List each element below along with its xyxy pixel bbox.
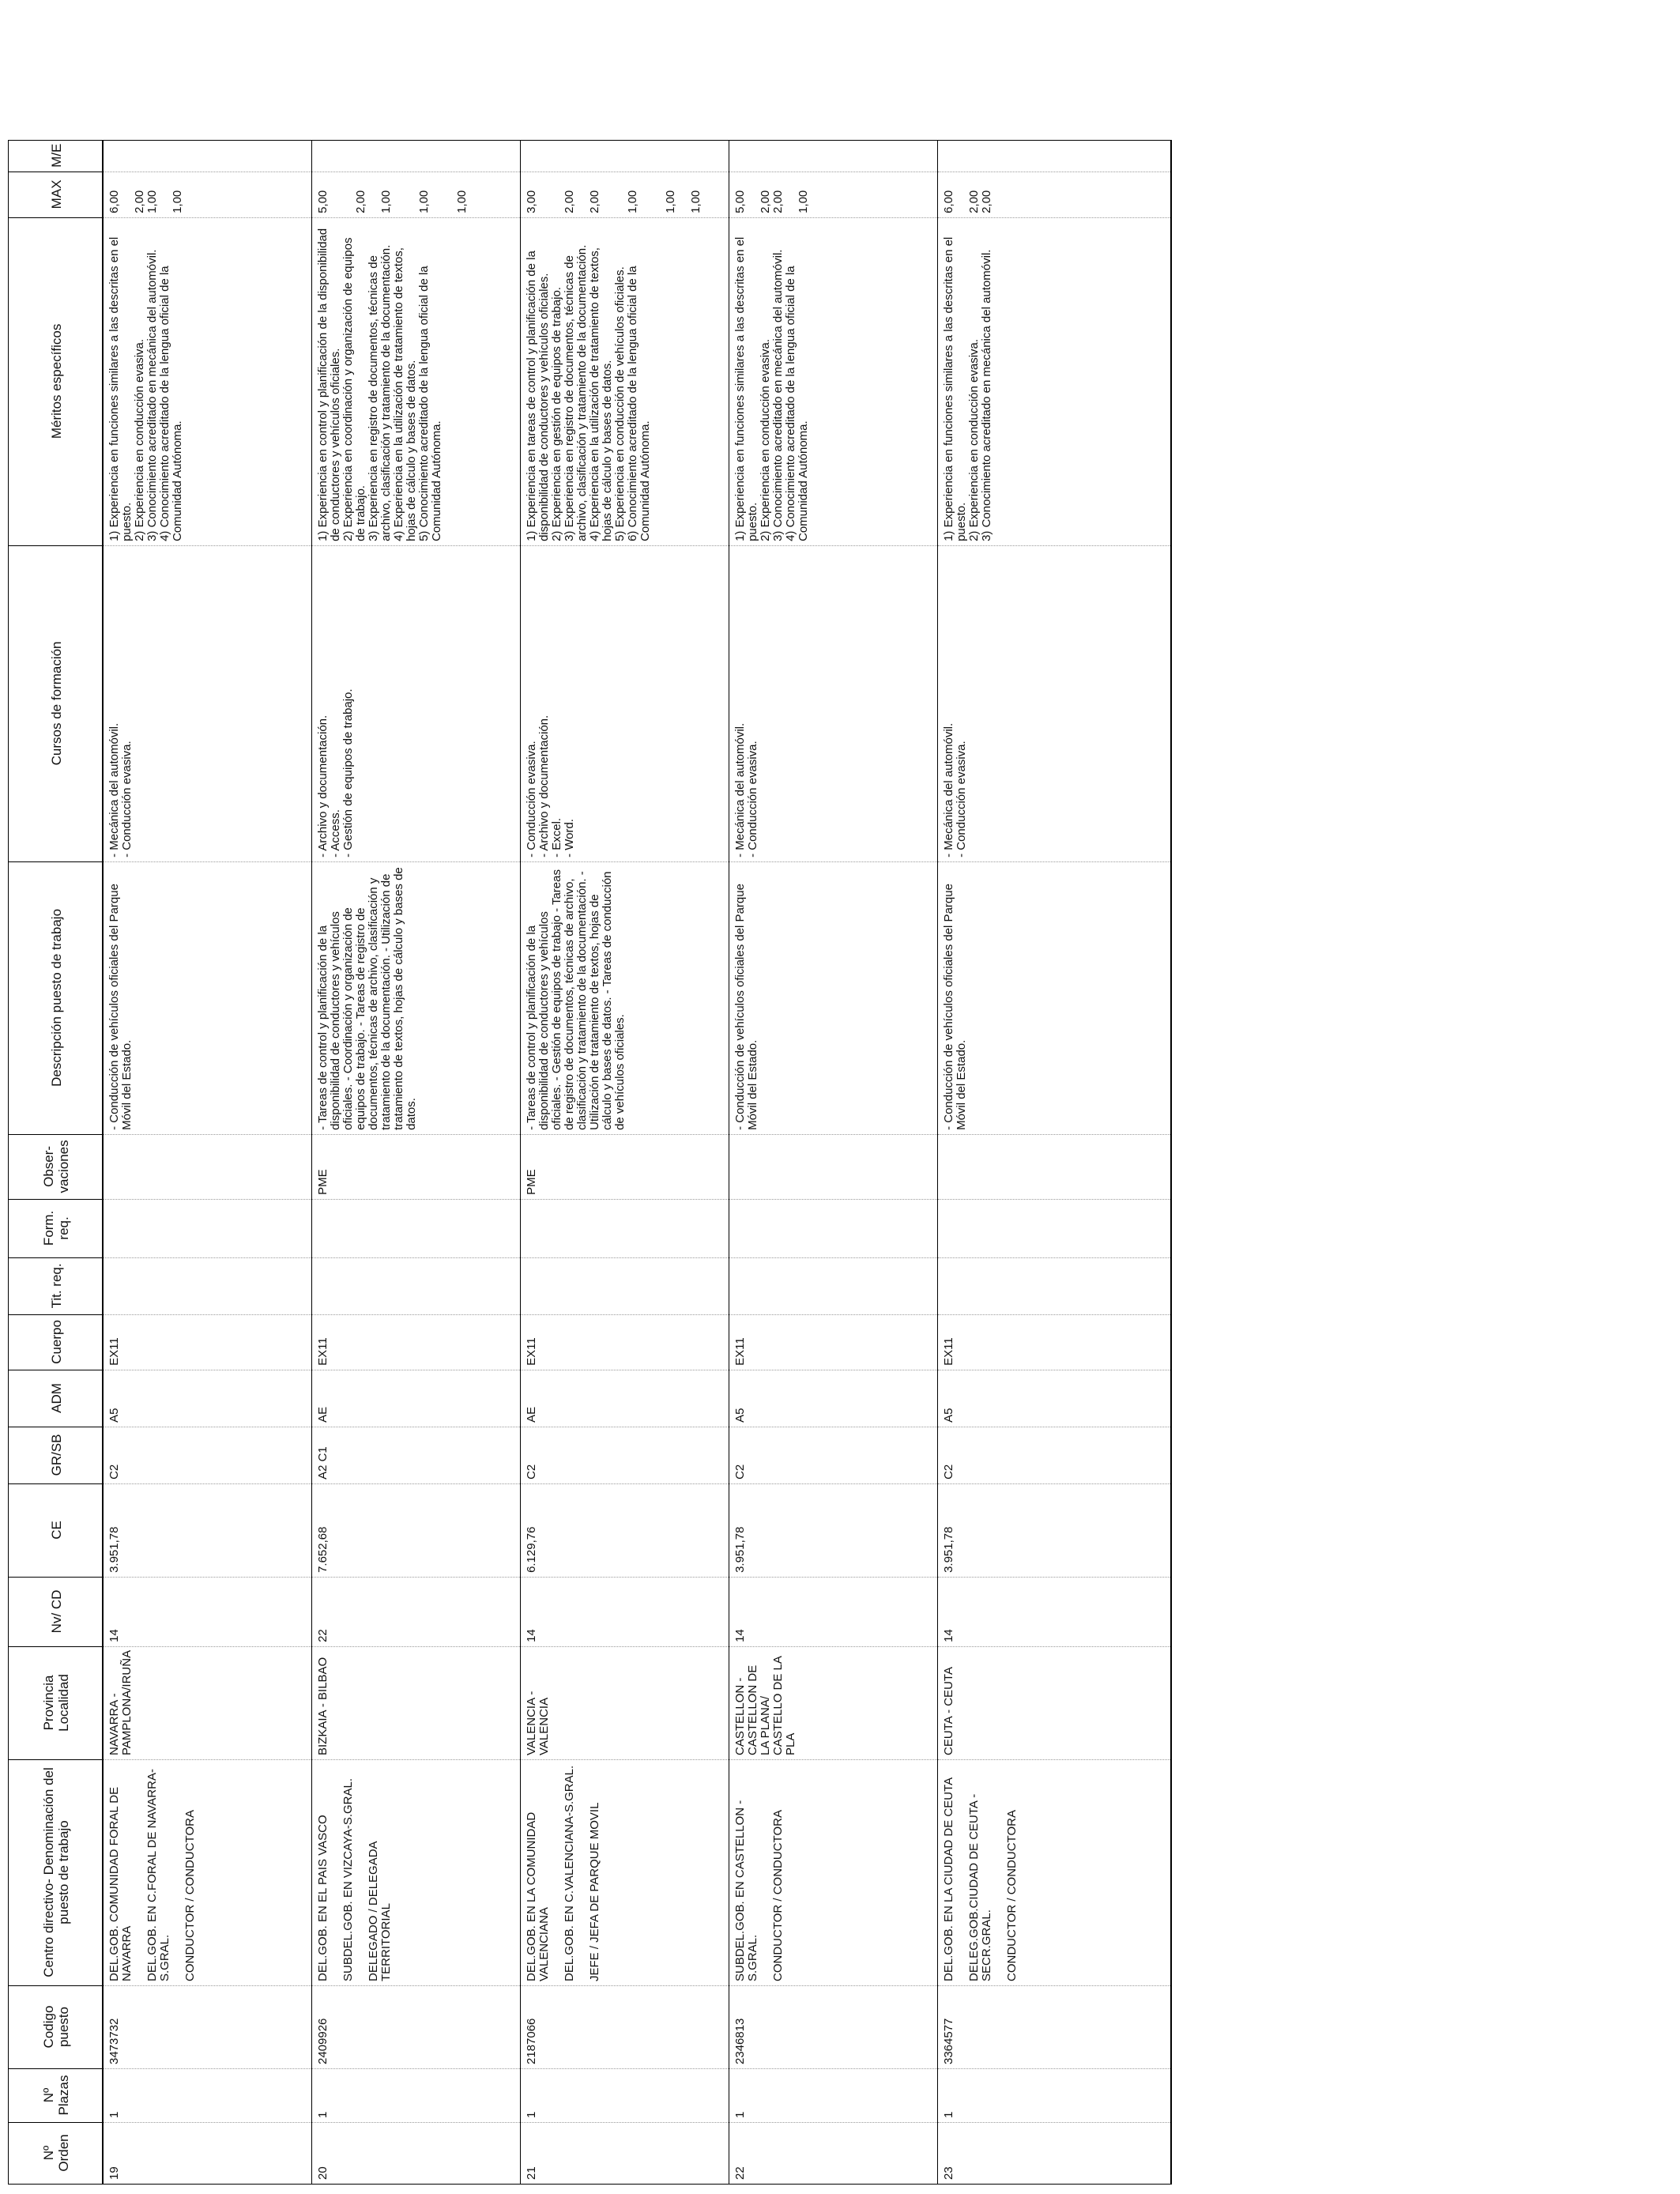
merito-item: 2) Experiencia en coordinación y organización de equipos de trabajo. [341, 237, 367, 541]
cell-grsb: A2 C1 [311, 1427, 520, 1483]
cell-tit [311, 1257, 520, 1314]
centro-line: DELEG.GOB.CIUDAD DE CEUTA - SECR.GRAL. [966, 1793, 993, 1981]
cell-adm: AE [520, 1370, 729, 1427]
merito-item: 3) Experiencia en registro de documentos, técnicas de archivo, clasificación y tratamiento de la documentación. [562, 244, 589, 541]
merito-item: 2) Experiencia en conducción evasiva. [133, 338, 146, 541]
merito-item: 1) Experiencia en tareas de control y planificación de la disponibilidad de conductores y vehículos oficiales. [524, 251, 551, 541]
cell-centro [520, 1760, 729, 1986]
centro-line: DEL.GOB. EN LA CIUDAD DE CEUTA [941, 1777, 955, 1981]
cell-ce: 6.129,76 [520, 1483, 729, 1577]
merito-item: 5) Experiencia en conducción de vehículos oficiales. [612, 266, 627, 541]
merito-item: 1) Experiencia en funciones similares a las descritas en el puesto. [107, 236, 134, 541]
cell-form [520, 1199, 729, 1257]
cell-codigo: 2409926 [311, 1986, 520, 2069]
max-value: 1,00 [796, 190, 810, 213]
centro-line: CONDUCTOR / CONDUCTORA [1004, 1810, 1019, 1981]
max-value: 1,00 [454, 190, 469, 213]
centro-line: SUBDEL.GOB. EN VIZCAYA-S.GRAL. [341, 1777, 355, 1981]
header-centro: Centro directivo- Denominación del puesto de trabajo [9, 1760, 104, 1986]
cell-me [103, 140, 311, 172]
cell-tit [103, 1257, 311, 1314]
cell-descripcion: - Tareas de control y planificación de la disponibilidad de conductores y vehículos oficiales. - Gestión de equipos de trabajo - Tareas de registro de documentos, técnicas de archivo, clasificación y tratamiento de la documentación. - Utilización de tratamiento de textos, hojas de cálculo y bases de datos. - Tareas de conducción de vehículos oficiales. [520, 861, 729, 1134]
cell-me [520, 140, 729, 172]
centro-line: DEL.GOB. EN LA COMUNIDAD VALENCIANA [524, 1811, 551, 1981]
cell-codigo: 2346813 [729, 1986, 937, 2069]
max-value: 1,00 [625, 190, 639, 213]
curso-item: - Conducción evasiva. [120, 741, 134, 858]
cell-grsb: C2 [103, 1427, 311, 1483]
cell-provincia: CEUTA - CEUTA [937, 1646, 1171, 1759]
cell-orden: 19 [103, 2123, 311, 2185]
cell-form [311, 1199, 520, 1257]
cell-obs [103, 1134, 311, 1199]
max-value: 6,00 [941, 190, 955, 213]
cell-nivel: 14 [937, 1577, 1171, 1646]
max-value: 1,00 [145, 190, 159, 213]
cell-me [729, 140, 937, 172]
cell-form [937, 1199, 1171, 1257]
merito-item: 4) Conocimiento acreditado de la lengua oficial de la Comunidad Autónoma. [783, 266, 810, 541]
cell-plazas: 1 [937, 2069, 1171, 2123]
cell-cuerpo: EX11 [520, 1314, 729, 1370]
cell-plazas: 1 [103, 2069, 311, 2123]
merito-item: 4) Conocimiento acreditado de la lengua oficial de la Comunidad Autónoma. [158, 266, 184, 541]
max-value: 2,00 [133, 190, 146, 213]
cell-obs [937, 1134, 1171, 1199]
cell-orden: 23 [937, 2123, 1171, 2185]
cell-form [103, 1199, 311, 1257]
centro-line: CONDUCTOR / CONDUCTORA [770, 1810, 785, 1981]
cell-provincia: NAVARRA - PAMPLONA/IRUÑA [103, 1646, 311, 1759]
header-adm: ADM [9, 1370, 104, 1427]
cell-meritos [729, 217, 937, 545]
cell-cursos [729, 545, 937, 861]
cell-nivel: 14 [729, 1577, 937, 1646]
cell-adm: A5 [937, 1370, 1171, 1427]
curso-item: - Conducción evasiva. [524, 741, 538, 858]
merito-item: 1) Experiencia en funciones similares a las descritas en el puesto. [733, 236, 759, 541]
max-value: 1,00 [416, 190, 431, 213]
cell-cursos [311, 545, 520, 861]
curso-item: - Excel. [549, 817, 563, 858]
cell-cuerpo: EX11 [103, 1314, 311, 1370]
cell-meritos [937, 217, 1171, 545]
merito-item: 3) Conocimiento acreditado en mecánica del automóvil. [770, 249, 785, 541]
cell-max [729, 172, 937, 217]
header-orden: Nº Orden [9, 2123, 104, 2185]
centro-line: CONDUCTOR / CONDUCTORA [183, 1810, 197, 1981]
cell-descripcion: - Tareas de control y planificación de la disponibilidad de conductores y vehículos oficiales. - Coordinación y organización de equipos de trabajo. - Tareas de registro de documentos, técnicas de archivo, clasificación y tratamiento de la documentación. - Utilización de tratamiento de textos, hojas de cálculo y bases de datos. [311, 861, 520, 1134]
header-descripcion: Descripción puesto de trabajo [9, 861, 104, 1134]
cell-plazas: 1 [520, 2069, 729, 2123]
max-value: 3,00 [524, 190, 538, 213]
merito-item: 2) Experiencia en conducción evasiva. [966, 338, 981, 541]
max-value: 1,00 [663, 190, 677, 213]
cell-obs [729, 1134, 937, 1199]
header-cursos: Cursos de formación [9, 545, 104, 861]
merito-item: 3) Conocimiento acreditado en mecánica del automóvil. [979, 249, 993, 541]
merito-item: 4) Experiencia en la utilización de tratamiento de textos, hojas de cálculo y bases de datos. [391, 247, 418, 541]
cell-provincia: CASTELLON - CASTELLON DE LA PLANA/ CASTELLO DE LA PLA [729, 1646, 937, 1759]
cell-obs: PME [520, 1134, 729, 1199]
header-nivel: Nv/ CD [9, 1577, 104, 1646]
max-value: 2,00 [966, 190, 981, 213]
cell-meritos [520, 217, 729, 545]
cell-codigo: 3364577 [937, 1986, 1171, 2069]
table-row [311, 140, 520, 2184]
curso-item: - Conducción evasiva. [745, 741, 759, 858]
max-value: 1,00 [171, 190, 184, 213]
cell-descripcion: - Conducción de vehículos oficiales del Parque Móvil del Estado. [937, 861, 1171, 1134]
cell-meritos [103, 217, 311, 545]
max-value: 2,00 [758, 190, 772, 213]
merito-item: 2) Experiencia en gestión de equipos de trabajo. [549, 287, 563, 541]
cell-codigo: 2187066 [520, 1986, 729, 2069]
cell-centro [729, 1760, 937, 1986]
header-form: Form. req. [9, 1199, 104, 1257]
max-value: 2,00 [562, 190, 576, 213]
header-max: MAX [9, 172, 104, 217]
centro-line: SUBDEL.GOB. EN CASTELLON - S.GRAL. [733, 1800, 759, 1981]
header-me: M/E [9, 140, 104, 172]
cell-nivel: 14 [520, 1577, 729, 1646]
centro-line: DEL.GOB. EN C.FORAL DE NAVARRA-S.GRAL. [145, 1769, 171, 1981]
curso-item: - Gestión de equipos de trabajo. [341, 688, 355, 858]
cell-cuerpo: EX11 [937, 1314, 1171, 1370]
cell-nivel: 22 [311, 1577, 520, 1646]
header-ce: CE [9, 1483, 104, 1577]
cell-max [311, 172, 520, 217]
table-row [103, 140, 311, 2184]
cell-tit [937, 1257, 1171, 1314]
cell-plazas: 1 [311, 2069, 520, 2123]
merito-item: 6) Conocimiento acreditado de la lengua oficial de la Comunidad Autónoma. [625, 266, 652, 541]
max-value: 2,00 [353, 190, 367, 213]
cell-orden: 21 [520, 2123, 729, 2185]
cell-centro [103, 1760, 311, 1986]
header-row [9, 140, 104, 2184]
cell-cuerpo: EX11 [311, 1314, 520, 1370]
cell-orden: 20 [311, 2123, 520, 2185]
header-obs: Obser- vaciones [9, 1134, 104, 1199]
cell-grsb: C2 [729, 1427, 937, 1483]
cell-tit [729, 1257, 937, 1314]
max-value: 2,00 [770, 190, 785, 213]
cell-max [937, 172, 1171, 217]
header-plazas: Nº Plazas [9, 2069, 104, 2123]
merito-item: 1) Experiencia en control y planificación de la disponibilidad de conductores y vehículos oficiales. [315, 228, 342, 541]
curso-item: - Word. [562, 819, 576, 858]
max-value: 1,00 [379, 190, 393, 213]
cell-codigo: 3473732 [103, 1986, 311, 2069]
table-row [520, 140, 729, 2184]
max-value: 5,00 [315, 190, 330, 213]
curso-item: - Archivo y documentación. [537, 714, 551, 858]
cell-ce: 3.951,78 [729, 1483, 937, 1577]
curso-item: - Access. [328, 809, 342, 858]
merito-item: 5) Conocimiento acreditado de la lengua oficial de la Comunidad Autónoma. [416, 266, 443, 541]
centro-line: DEL.GOB. EN EL PAIS VASCO [315, 1815, 330, 1981]
merito-item: 2) Experiencia en conducción evasiva. [758, 338, 772, 541]
cell-nivel: 14 [103, 1577, 311, 1646]
cell-provincia: VALENCIA - VALENCIA [520, 1646, 729, 1759]
cell-meritos [311, 217, 520, 545]
cell-cursos [103, 545, 311, 861]
max-value: 2,00 [979, 190, 993, 213]
merito-item: 3) Experiencia en registro de documentos, técnicas de archivo, clasificación y tratamiento de la documentación. [366, 244, 393, 541]
cell-cursos [520, 545, 729, 861]
merito-item: 4) Experiencia en la utilización de tratamiento de textos, hojas de cálculo y bases de datos. [587, 247, 614, 541]
curso-item: - Mecánica del automóvil. [733, 722, 747, 858]
cell-me [311, 140, 520, 172]
merito-item: 3) Conocimiento acreditado en mecánica del automóvil. [145, 249, 159, 541]
centro-line: DEL.GOB. COMUNIDAD FORAL DE NAVARRA [107, 1786, 134, 1981]
centro-line: DEL.GOB. EN C.VALENCIANA-S.GRAL. [562, 1765, 576, 1981]
curso-item: - Conducción evasiva. [954, 741, 968, 858]
header-codigo: Codigo puesto [9, 1986, 104, 2069]
header-provincia: Provincia Localidad [9, 1646, 104, 1759]
curso-item: - Mecánica del automóvil. [941, 722, 955, 858]
cell-tit [520, 1257, 729, 1314]
cell-provincia: BIZKAIA - BILBAO [311, 1646, 520, 1759]
cell-ce: 7.652,68 [311, 1483, 520, 1577]
table-row [937, 140, 1171, 2184]
cell-grsb: C2 [937, 1427, 1171, 1483]
centro-line: JEFE / JEFA DE PARQUE MOVIL [587, 1802, 601, 1981]
header-tit: Tit. req. [9, 1257, 104, 1314]
cell-me [937, 140, 1171, 172]
max-value: 6,00 [107, 190, 121, 213]
header-meritos: Méritos específicos [9, 217, 104, 545]
cell-adm: AE [311, 1370, 520, 1427]
cell-adm: A5 [729, 1370, 937, 1427]
cell-max [103, 172, 311, 217]
cell-cursos [937, 545, 1171, 861]
cell-obs: PME [311, 1134, 520, 1199]
cell-descripcion: - Conducción de vehículos oficiales del Parque Móvil del Estado. [103, 861, 311, 1134]
table-row [729, 140, 937, 2184]
cell-descripcion: - Conducción de vehículos oficiales del Parque Móvil del Estado. [729, 861, 937, 1134]
cell-max [520, 172, 729, 217]
cell-ce: 3.951,78 [103, 1483, 311, 1577]
cell-centro [937, 1760, 1171, 1986]
merito-item: 1) Experiencia en funciones similares a las descritas en el puesto. [941, 236, 968, 541]
vacancies-table [8, 140, 1172, 2185]
max-value: 1,00 [688, 190, 703, 213]
header-cuerpo: Cuerpo [9, 1314, 104, 1370]
cell-form [729, 1199, 937, 1257]
cell-plazas: 1 [729, 2069, 937, 2123]
centro-line: DELEGADO / DELEGADA TERRITORIAL [366, 1842, 393, 1981]
cell-grsb: C2 [520, 1427, 729, 1483]
max-value: 5,00 [733, 190, 747, 213]
cell-cuerpo: EX11 [729, 1314, 937, 1370]
header-grsb: GR/SB [9, 1427, 104, 1483]
cell-adm: A5 [103, 1370, 311, 1427]
curso-item: - Mecánica del automóvil. [107, 722, 121, 858]
cell-centro [311, 1760, 520, 1986]
cell-ce: 3.951,78 [937, 1483, 1171, 1577]
cell-orden: 22 [729, 2123, 937, 2185]
max-value: 2,00 [587, 190, 601, 213]
curso-item: - Archivo y documentación. [315, 714, 330, 858]
